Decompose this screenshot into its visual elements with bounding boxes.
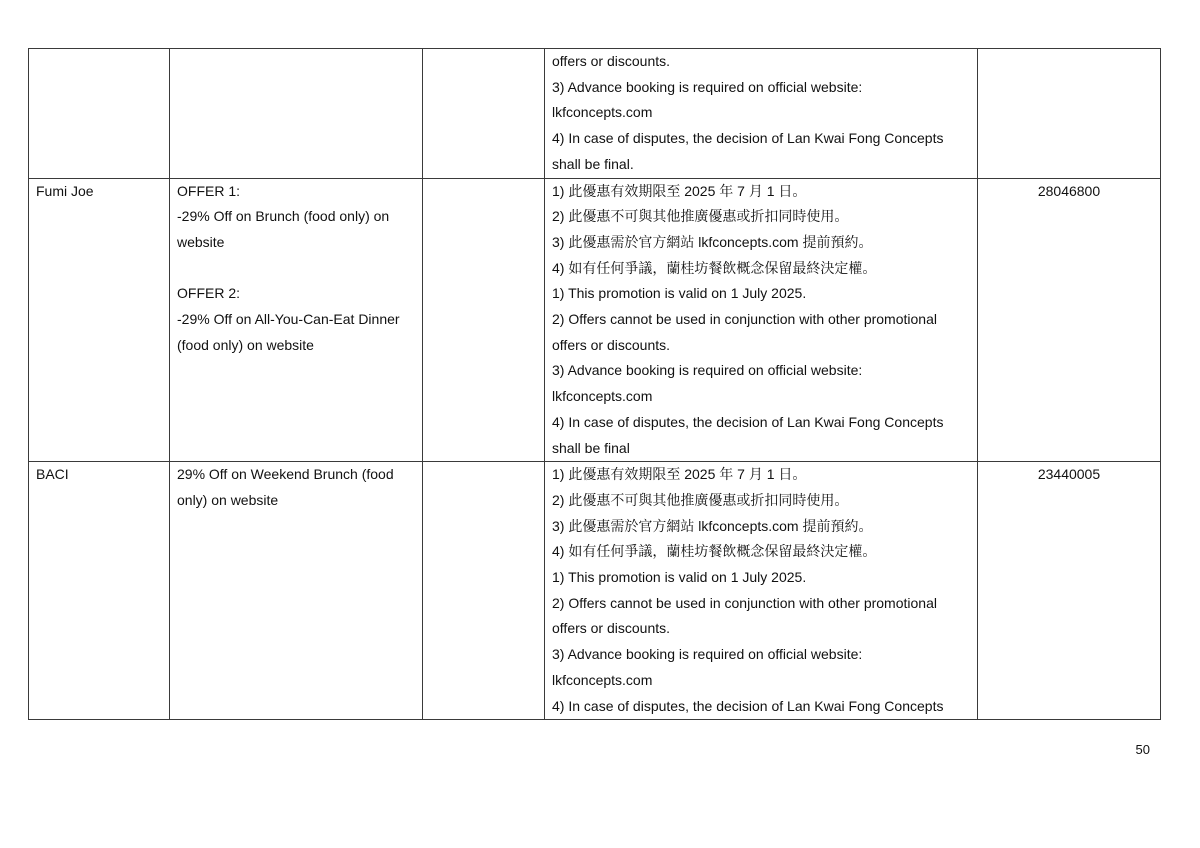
terms-line: 3) Advance booking is required on official website:	[552, 646, 863, 663]
terms-cell	[545, 462, 978, 720]
table-row	[29, 462, 1161, 720]
terms-line: 1) 此優惠有效期限至 2025 年 7 月 1 日。	[552, 182, 807, 199]
offer-cell	[170, 49, 423, 179]
phone-cell	[978, 178, 1161, 462]
terms-line: 2) 此優惠不可與其他推廣優惠或折扣同時使用。	[552, 208, 849, 225]
offer-cell	[170, 462, 423, 720]
offer-line	[177, 256, 415, 282]
phone-cell	[978, 49, 1161, 179]
terms-line: 4) 如有任何爭議，蘭桂坊餐飲概念保留最終決定權。	[552, 543, 877, 560]
table-row	[29, 49, 1161, 179]
terms-line: 1) 此優惠有效期限至 2025 年 7 月 1 日。	[552, 466, 807, 483]
remark-cell	[423, 49, 545, 179]
terms-line: 4) In case of disputes, the decision of Lan Kwai Fong Concepts	[552, 413, 944, 430]
remark-cell	[423, 462, 545, 720]
restaurant-name-cell	[29, 462, 170, 720]
terms-line: 2) 此優惠不可與其他推廣優惠或折扣同時使用。	[552, 491, 849, 508]
terms-line: 3) Advance booking is required on official website:	[552, 78, 863, 95]
terms-line: lkfconcepts.com	[552, 388, 653, 405]
offer-line: 29% Off on Weekend Brunch (food	[177, 466, 394, 483]
offer-line: website	[177, 233, 225, 250]
restaurant-name-cell	[29, 49, 170, 179]
remark-cell	[423, 178, 545, 462]
offer-cell	[170, 178, 423, 462]
table-row	[29, 178, 1161, 462]
terms-line: 2) Offers cannot be used in conjunction with other promotional	[552, 311, 937, 328]
terms-line: 4) 如有任何爭議，蘭桂坊餐飲概念保留最終決定權。	[552, 259, 877, 276]
promotions-table-body	[29, 49, 1161, 720]
offer-line: OFFER 1:	[177, 182, 241, 199]
offer-line: -29% Off on All-You-Can-Eat Dinner	[177, 311, 400, 328]
terms-line: offers or discounts.	[552, 620, 671, 637]
terms-line: lkfconcepts.com	[552, 671, 653, 688]
restaurant-name: BACI	[36, 466, 69, 483]
terms-line: 3) 此優惠需於官方網站 lkfconcepts.com 提前預約。	[552, 517, 873, 534]
terms-line: 4) In case of disputes, the decision of Lan Kwai Fong Concepts	[552, 130, 944, 147]
terms-line: shall be final	[552, 439, 630, 456]
restaurant-name-cell	[29, 178, 170, 462]
terms-cell	[545, 178, 978, 462]
terms-line: 3) Advance booking is required on official website:	[552, 362, 863, 379]
phone-cell	[978, 462, 1161, 720]
phone-number: 28046800	[1037, 182, 1101, 199]
terms-line: offers or discounts.	[552, 336, 671, 353]
terms-line: 2) Offers cannot be used in conjunction with other promotional	[552, 594, 937, 611]
terms-line: 1) This promotion is valid on 1 July 2025.	[552, 285, 807, 302]
offer-line: only) on website	[177, 491, 279, 508]
terms-line: shall be final.	[552, 155, 634, 172]
terms-line: 4) In case of disputes, the decision of Lan Kwai Fong Concepts	[552, 697, 944, 714]
terms-cell	[545, 49, 978, 179]
page-number: 50	[1135, 742, 1150, 757]
offer-line: OFFER 2:	[177, 285, 241, 302]
terms-line: 1) This promotion is valid on 1 July 2025.	[552, 569, 807, 586]
terms-line: offers or discounts.	[552, 53, 671, 69]
phone-number: 23440005	[1037, 466, 1101, 483]
restaurant-name: Fumi Joe	[36, 182, 94, 199]
terms-line: lkfconcepts.com	[552, 104, 653, 121]
offer-line: (food only) on website	[177, 336, 314, 353]
offer-line: -29% Off on Brunch (food only) on	[177, 208, 390, 225]
terms-line: 3) 此優惠需於官方網站 lkfconcepts.com 提前預約。	[552, 233, 873, 250]
promotions-table	[28, 48, 1161, 720]
